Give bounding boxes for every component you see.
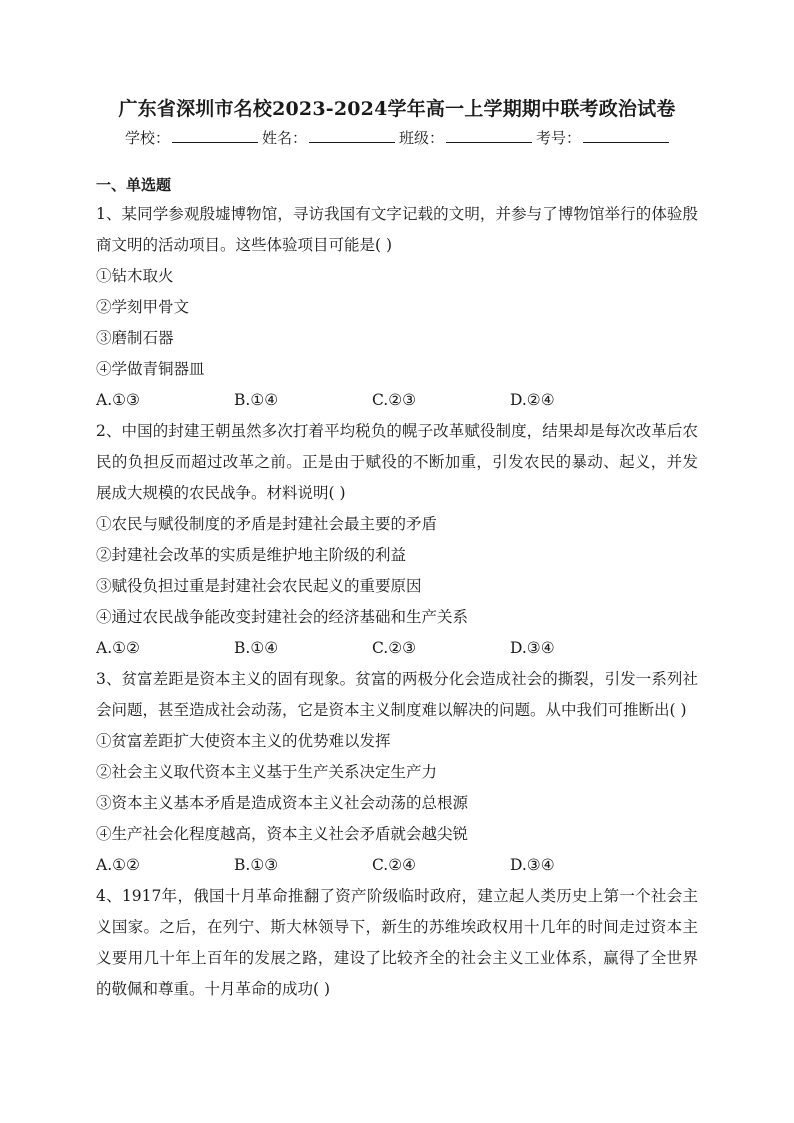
class-label: 班级： (399, 129, 445, 147)
choice-b: B.①④ (234, 391, 279, 409)
statement-option: ③赋役负担过重是封建社会农民起义的重要原因 (96, 577, 422, 595)
statement-option: ②社会主义取代资本主义基于生产关系决定生产力 (96, 763, 438, 781)
exam-number-blank (583, 126, 669, 143)
name-label: 姓名： (261, 129, 307, 147)
statement-option: ④学做青铜器皿 (96, 360, 205, 378)
choice-b: B.①④ (234, 639, 279, 657)
exam-number-label: 考号： (536, 129, 582, 147)
exam-number-field (536, 126, 669, 149)
section-heading: 一、单选题 (96, 176, 172, 194)
choice-b: B.①③ (234, 856, 279, 874)
question-stem: 2、中国的封建王朝虽然多次打着平均税负的幌子改革赋役制度，结果却是每次改革后农民的负担反而超过改革之前。正是由于赋役的不断加重，引发农民的暴动、起义，并发展成大规模的农民战争。材料说明( ) (96, 422, 698, 502)
name-field (262, 126, 395, 149)
choice-a: A.①③ (96, 391, 140, 409)
choice-d: D.②④ (510, 391, 555, 409)
exam-title: 广东省深圳市名校2023-2024学年高一上学期期中联考政治试卷 (118, 98, 676, 120)
statement-option: ①农民与赋役制度的矛盾是封建社会最主要的矛盾 (96, 515, 438, 533)
question-stem: 4、1917年，俄国十月革命推翻了资产阶级临时政府，建立起人类历史上第一个社会主义国家。之后，在列宁、斯大林领导下，新生的苏维埃政权用十几年的时间走过资本主义要用几十年上百年的发展之路，建设了比较齐全的社会主义工业体系，赢得了全世界的敬佩和尊重。十月革命的成功( ) (96, 887, 698, 998)
class-field (399, 126, 532, 149)
answer-choices (96, 850, 698, 881)
question-3 (96, 664, 698, 881)
question-stem: 1、某同学参观殷墟博物馆，寻访我国有文字记载的文明，并参与了博物馆举行的体验殷商文明的活动项目。这些体验项目可能是( ) (96, 205, 698, 254)
question-1 (96, 199, 698, 416)
student-info-row (96, 126, 698, 149)
statement-option: ④生产社会化程度越高，资本主义社会矛盾就会越尖锐 (96, 825, 469, 843)
school-blank (172, 126, 258, 143)
school-field (125, 126, 258, 149)
choice-d: D.③④ (510, 639, 555, 657)
statement-option: ③资本主义基本矛盾是造成资本主义社会动荡的总根源 (96, 794, 469, 812)
statement-option: ①贫富差距扩大使资本主义的优势难以发挥 (96, 732, 391, 750)
choice-c: C.②③ (372, 391, 417, 409)
question-4 (96, 881, 698, 1005)
statement-option: ①钻木取火 (96, 267, 174, 285)
school-label: 学校： (124, 129, 170, 147)
answer-choices (96, 633, 698, 664)
name-blank (309, 126, 395, 143)
statement-option: ③磨制石器 (96, 329, 174, 347)
choice-a: A.①② (96, 856, 140, 874)
choice-a: A.①② (96, 639, 140, 657)
choice-c: C.②④ (372, 856, 417, 874)
answer-choices (96, 385, 698, 416)
question-stem: 3、贫富差距是资本主义的固有现象。贫富的两极分化会造成社会的撕裂，引发一系列社会问题，甚至造成社会动荡，它是资本主义制度难以解决的问题。从中我们可推断出( ) (96, 670, 698, 719)
choice-c: C.②③ (372, 639, 417, 657)
question-2 (96, 416, 698, 664)
choice-d: D.③④ (510, 856, 555, 874)
statement-option: ②封建社会改革的实质是维护地主阶级的利益 (96, 546, 407, 564)
class-blank (446, 126, 532, 143)
statement-option: ②学刻甲骨文 (96, 298, 190, 316)
statement-option: ④通过农民战争能改变封建社会的经济基础和生产关系 (96, 608, 469, 626)
